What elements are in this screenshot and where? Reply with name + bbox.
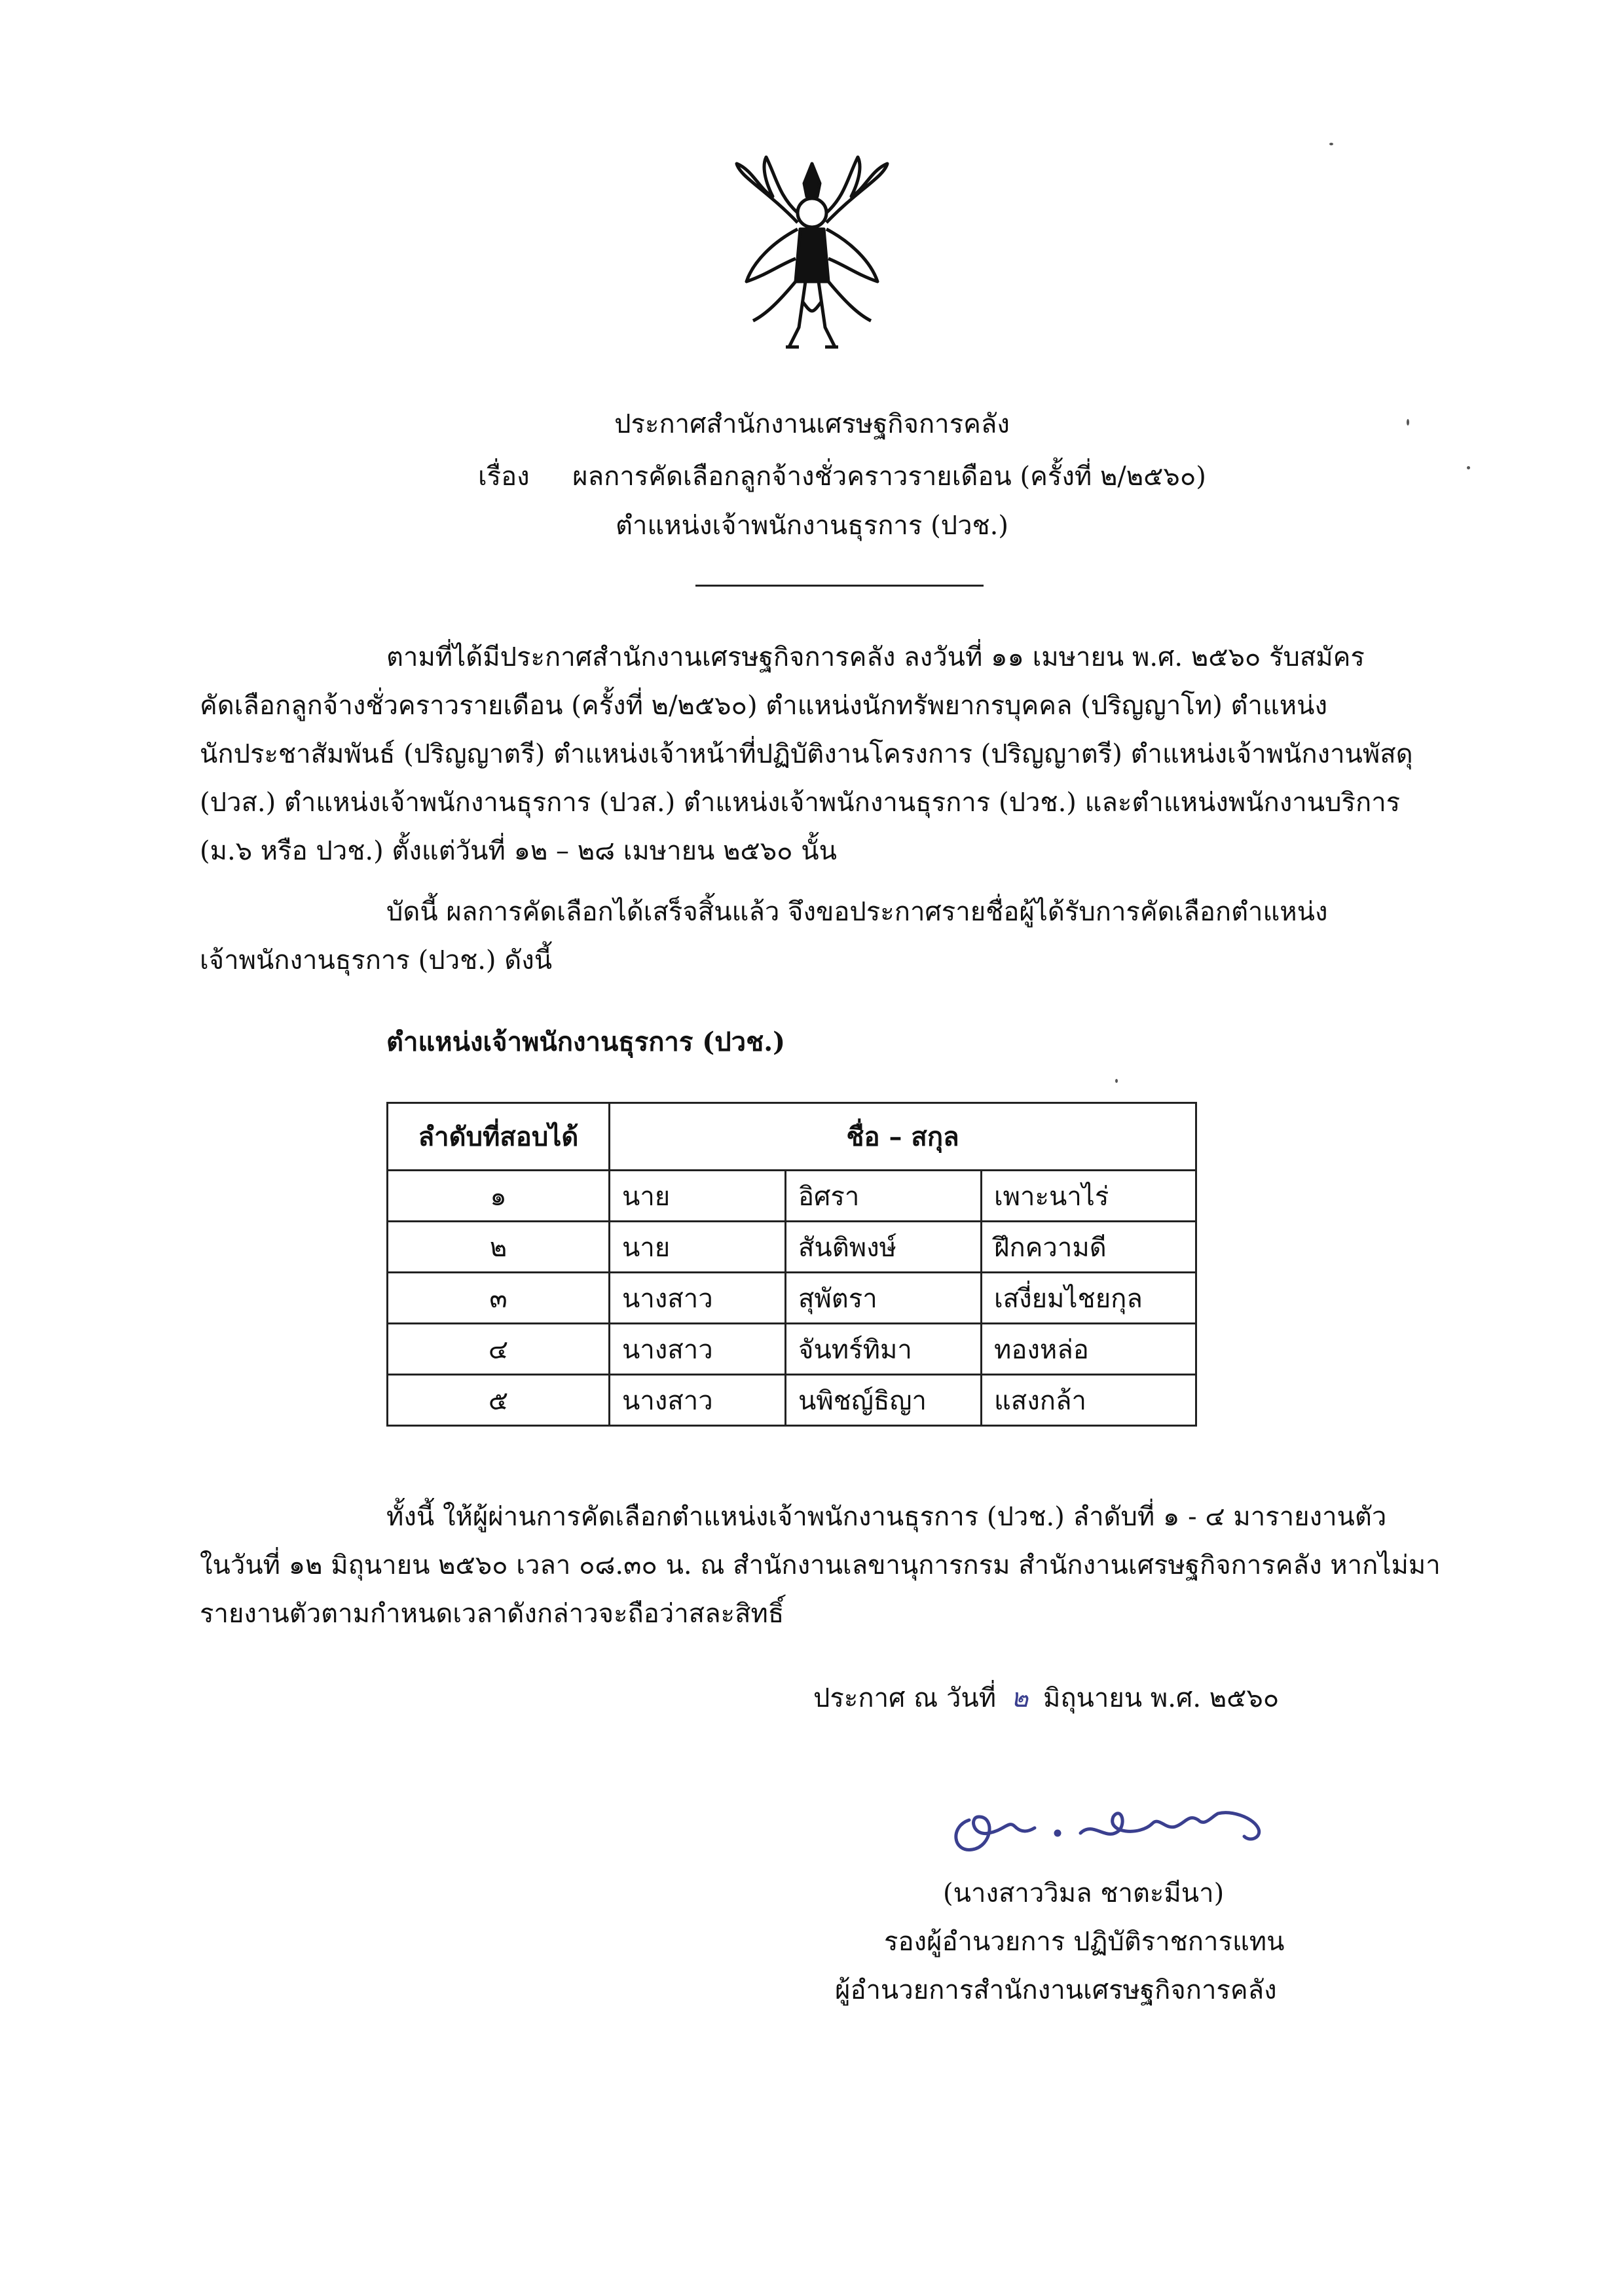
para3-line-3: รายงานตัวตามกำหนดเวลาดังกล่าวจะถือว่าสละสิทธิ์ [200, 1599, 784, 1629]
scan-speck [1467, 466, 1470, 469]
table-row [388, 1222, 1196, 1273]
last-name-cell: เพาะนาไร่ [982, 1171, 1196, 1222]
first-name-cell: นพิชญ์ธิญา [786, 1375, 982, 1426]
title-cell: นางสาว [610, 1273, 786, 1324]
last-name-cell: ฝึกความดี [982, 1222, 1196, 1273]
col-name-header: ชื่อ – สกุล [610, 1103, 1196, 1171]
table-row [388, 1171, 1196, 1222]
scan-speck [1407, 419, 1409, 426]
signatory-title-2: ผู้อำนวยการสำนักงานเศรษฐกิจการคลัง [835, 1975, 1277, 2005]
para1-line-3: นักประชาสัมพันธ์ (ปริญญาตรี) ตำแหน่งเจ้าหน้าที่ปฏิบัติงานโครงการ (ปริญญาตรี) ตำแหน่งเจ้าพนักงานพัสดุ [200, 739, 1413, 769]
last-name-cell: ทองหล่อ [982, 1324, 1196, 1375]
position-title: ตำแหน่งเจ้าพนักงานธุรการ (ปวช.) [616, 511, 1008, 541]
table-heading: ตำแหน่งเจ้าพนักงานธุรการ (ปวช.) [386, 1027, 786, 1057]
title-cell: นางสาว [610, 1324, 786, 1375]
rank-cell: ๒ [388, 1222, 610, 1273]
signature-icon [943, 1781, 1283, 1866]
first-name-cell: อิศรา [786, 1171, 982, 1222]
para1-line-5: (ม.๖ หรือ ปวช.) ตั้งแต่วันที่ ๑๒ – ๒๘ เมษายน ๒๕๖๐ นั้น [200, 836, 837, 866]
announce-day: ๒ [1010, 1683, 1029, 1713]
rank-cell: ๓ [388, 1273, 610, 1324]
last-name-cell: แสงกล้า [982, 1375, 1196, 1426]
subject-line [478, 458, 1264, 495]
header-divider [695, 585, 984, 587]
last-name-cell: เสงี่ยมไชยกุล [982, 1273, 1196, 1324]
garuda-emblem-icon [727, 151, 897, 367]
col-rank-header: ลำดับที่สอบได้ [388, 1103, 610, 1171]
results-table [386, 1102, 1197, 1427]
first-name-cell: สันติพงษ์ [786, 1222, 982, 1273]
first-name-cell: สุพัตรา [786, 1273, 982, 1324]
para3-line-2: ในวันที่ ๑๒ มิถุนายน ๒๕๖๐ เวลา ๐๘.๓๐ น. ณ สำนักงานเลขานุการกรม สำนักงานเศรษฐกิจการคลัง หากไม่มา [200, 1550, 1441, 1580]
announce-month-year: มิถุนายน พ.ศ. ๒๕๖๐ [1043, 1683, 1280, 1713]
title-cell: นาย [610, 1222, 786, 1273]
table-row [388, 1324, 1196, 1375]
para2-line-2: เจ้าพนักงานธุรการ (ปวช.) ดังนี้ [200, 945, 553, 975]
scan-speck [1115, 1079, 1118, 1083]
scan-speck [1329, 143, 1333, 145]
announce-prefix: ประกาศ ณ วันที่ [813, 1683, 997, 1713]
table-header-row [388, 1103, 1196, 1171]
title-cell: นาย [610, 1171, 786, 1222]
subject-text: ผลการคัดเลือกลูกจ้างชั่วคราวรายเดือน (ครั้งที่ ๒/๒๕๖๐) [572, 462, 1206, 492]
table-row [388, 1375, 1196, 1426]
para1-line-1: ตามที่ได้มีประกาศสำนักงานเศรษฐกิจการคลัง ลงวันที่ ๑๑ เมษายน พ.ศ. ๒๕๖๐ รับสมัคร [386, 642, 1365, 672]
title-cell: นางสาว [610, 1375, 786, 1426]
table-row [388, 1273, 1196, 1324]
signatory-title-1: รองผู้อำนวยการ ปฏิบัติราชการแทน [884, 1927, 1285, 1957]
signatory-name: (นางสาววิมล ชาตะมีนา) [943, 1878, 1225, 1908]
rank-cell: ๕ [388, 1375, 610, 1426]
para1-line-2: คัดเลือกลูกจ้างชั่วคราวรายเดือน (ครั้งที่ ๒/๒๕๖๐) ตำแหน่งนักทรัพยากรบุคคล (ปริญญาโท) ตำแหน่ง [200, 691, 1327, 721]
announce-date [813, 1674, 1279, 1722]
rank-cell: ๑ [388, 1171, 610, 1222]
para1-line-4: (ปวส.) ตำแหน่งเจ้าพนักงานธุรการ (ปวส.) ตำแหน่งเจ้าพนักงานธุรการ (ปวช.) และตำแหน่งพนักงานบริการ [200, 788, 1401, 818]
para2-line-1: บัดนี้ ผลการคัดเลือกได้เสร็จสิ้นแล้ว จึงขอประกาศรายชื่อผู้ได้รับการคัดเลือกตำแหน่ง [386, 897, 1328, 927]
rank-cell: ๔ [388, 1324, 610, 1375]
first-name-cell: จันทร์ทิมา [786, 1324, 982, 1375]
issuer-title: ประกาศสำนักงานเศรษฐกิจการคลัง [614, 409, 1010, 439]
para3-line-1: ทั้งนี้ ให้ผู้ผ่านการคัดเลือกตำแหน่งเจ้าพนักงานธุรการ (ปวช.) ลำดับที่ ๑ - ๔ มารายงานตัว [386, 1502, 1387, 1532]
subject-label: เรื่อง [478, 462, 530, 492]
